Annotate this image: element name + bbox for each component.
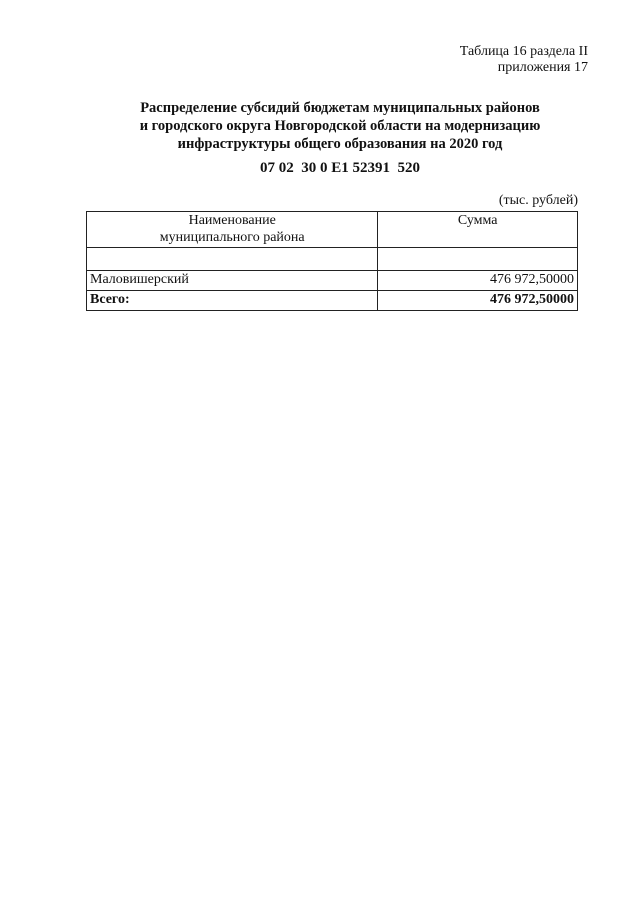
header-name <box>87 212 378 248</box>
reference-line-2: приложения 17 <box>497 60 588 75</box>
table-spacer-row <box>87 248 578 271</box>
units-label: (тыс. рублей) <box>498 193 578 208</box>
total-sum-cell: 476 972,50000 <box>378 291 578 311</box>
spacer-cell <box>378 248 578 271</box>
reference-line-1: Таблица 16 раздела II <box>459 44 588 59</box>
document-title <box>90 99 590 153</box>
header-name-line-1: Наименование <box>188 213 276 228</box>
title-line-3: инфраструктуры общего образования на 2020 год <box>177 136 503 152</box>
total-label-cell: Всего: <box>87 291 378 311</box>
table-row <box>87 271 578 291</box>
district-name-cell: Маловишерский <box>87 271 378 291</box>
table-header-row <box>87 212 578 248</box>
subsidy-table <box>86 211 578 311</box>
title-line-1: Распределение субсидий бюджетам муниципальных районов <box>140 100 540 116</box>
budget-code: 07 02 30 0 E1 52391 520 <box>259 160 420 176</box>
table-reference <box>460 44 588 76</box>
table-total-row <box>87 291 578 311</box>
header-sum: Сумма <box>378 212 578 248</box>
spacer-cell <box>87 248 378 271</box>
title-line-2: и городского округа Новгородской области на модернизацию <box>139 118 541 134</box>
header-name-line-2: муниципального района <box>159 230 305 245</box>
district-sum-cell: 476 972,50000 <box>378 271 578 291</box>
